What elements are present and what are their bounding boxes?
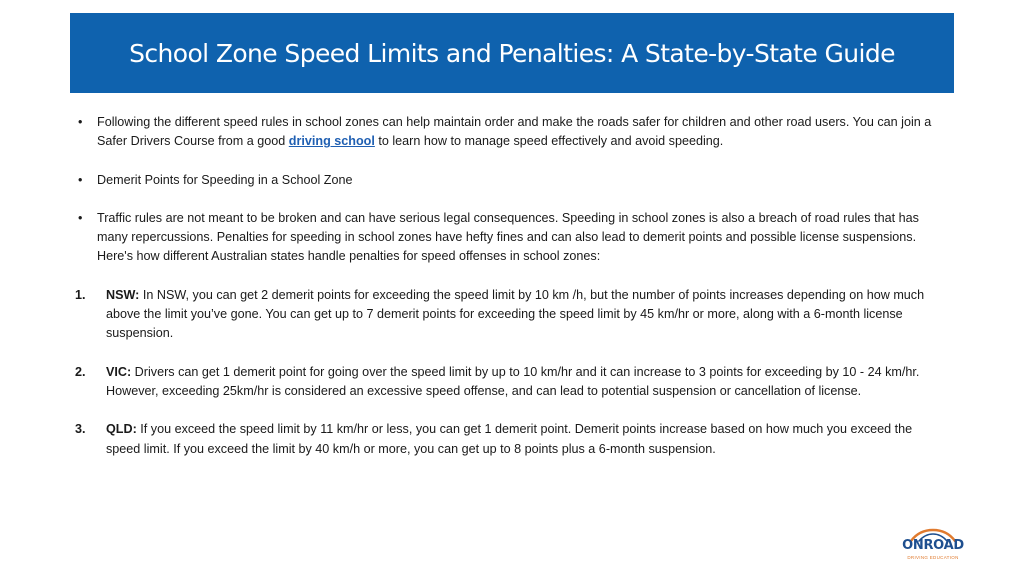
bullet-text: Traffic rules are not meant to be broken and can have serious legal consequences. Speeding in school zones is also a breach of road rules that has many repercussions. Penalties for speeding in school zones have hefty fines and can also lead to demerit points and possible license suspensions. Here's how different Australian states handle penalties for speed offenses in school zones: xyxy=(97,210,919,264)
driving-school-link[interactable]: driving school xyxy=(288,134,375,149)
bullet-text-part: to learn how to manage speed effectively and avoid speeding. xyxy=(374,134,724,149)
title-banner xyxy=(70,13,954,93)
slide-title: School Zone Speed Limits and Penalties: A State-by-State Guide xyxy=(129,38,895,68)
bullet-item xyxy=(76,209,942,267)
state-label: VIC: xyxy=(106,364,132,379)
numbered-item xyxy=(75,420,942,459)
bullet-item xyxy=(76,113,942,152)
numbered-item xyxy=(75,286,942,344)
state-label: QLD: xyxy=(106,422,137,437)
bullet-marker: • xyxy=(78,172,83,187)
bullet-marker: • xyxy=(78,210,83,225)
bullet-text-part: Following the different speed rules in school zones can help maintain order and make the roads safer for children and other road users. You can join a Safer Drivers Course from a good xyxy=(97,115,932,149)
state-text: If you exceed the speed limit by 11 km/hr or less, you can get 1 demerit point. Demerit points increase based on how much you exceed the speed limit. If you exceed the limit by 40 km/h or more, you can get up to 8 points plus a 6-month suspension. xyxy=(106,422,913,456)
item-number: 3. xyxy=(75,422,86,437)
logo-tagline: DRIVING EDUCATION xyxy=(907,555,959,560)
numbered-text xyxy=(106,363,942,402)
bullet-marker: • xyxy=(78,115,83,129)
item-number: 2. xyxy=(75,364,86,379)
state-text: In NSW, you can get 2 demerit points for exceeding the speed limit by 10 km /h, but the number of points increases depending on how much above the limit you’ve gone. You can get up to 7 demerit points for exceeding the speed limit by 45 km/hr or more, along with a 6-month license suspension. xyxy=(106,287,925,341)
state-label: NSW: xyxy=(106,287,140,302)
bullet-text: Demerit Points for Speeding in a School Zone xyxy=(97,172,353,187)
numbered-text xyxy=(106,286,942,344)
onroad-logo xyxy=(897,528,969,564)
item-number: 1. xyxy=(75,287,86,302)
numbered-item xyxy=(75,363,942,402)
slide-content xyxy=(76,113,942,459)
logo-wordmark: ONROAD xyxy=(902,538,964,553)
bullet-text xyxy=(97,113,942,152)
numbered-text xyxy=(106,420,942,459)
bullet-item xyxy=(76,171,942,190)
state-text: Drivers can get 1 demerit point for going over the speed limit by up to 10 km/hr and it can increase to 3 points for exceeding by 10 - 24 km/hr. However, exceeding 25km/hr is considered an excessive speed offense, and can lead to potential suspension or cancellation of license. xyxy=(106,364,920,398)
